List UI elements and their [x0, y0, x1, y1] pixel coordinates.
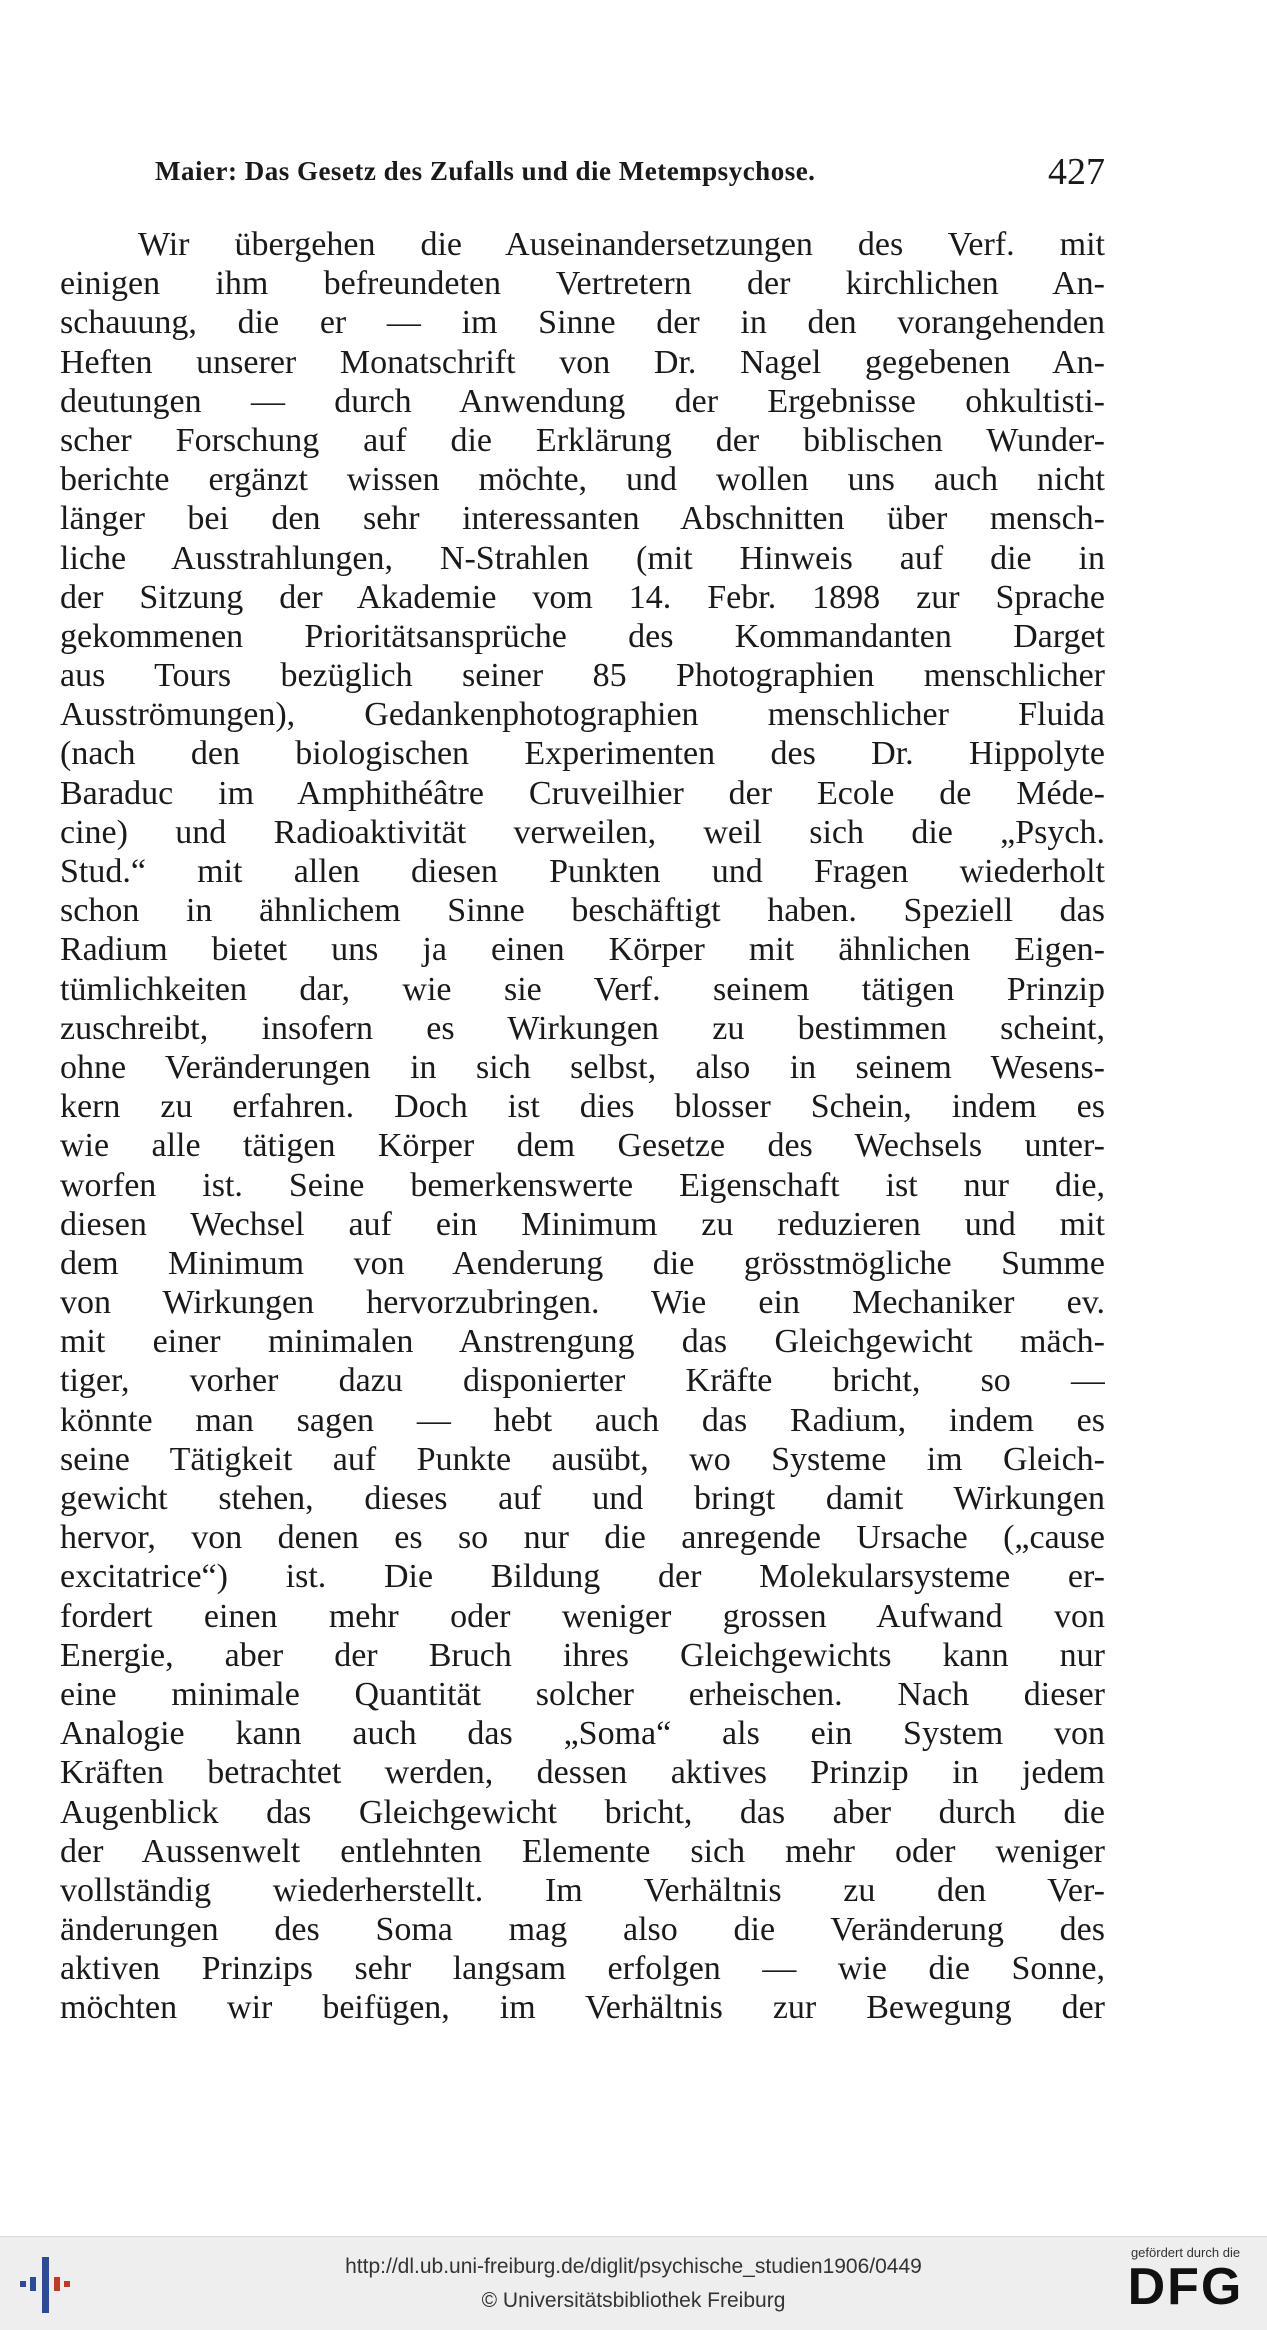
text-line: kern zu erfahren. Doch ist dies blosser Schein, indem es [60, 1088, 1105, 1126]
text-line: aktiven Prinzips sehr langsam erfolgen — wie die Sonne, [60, 1950, 1105, 1988]
dfg-caption: gefördert durch die [1130, 2245, 1241, 2260]
text-line: Energie, aber der Bruch ihres Gleichgewichts kann nur [60, 1636, 1105, 1674]
text-line: Baraduc im Amphithéâtre Cruveilhier der Ecole de Méde- [60, 774, 1105, 812]
text-line: aus Tours bezüglich seiner 85 Photographien menschlicher [60, 657, 1105, 695]
text-line: wie alle tätigen Körper dem Gesetze des Wechsels unter- [60, 1127, 1105, 1165]
text-line: Heften unserer Monatschrift von Dr. Nagel gegebenen An- [60, 343, 1105, 381]
running-title: Maier: Das Gesetz des Zufalls und die Metempsychose. [155, 156, 816, 186]
dfg-logo-text: DFG [1127, 2258, 1244, 2316]
text-line: Kräften betrachtet werden, dessen aktives Prinzip in jedem [60, 1754, 1105, 1792]
text-line: cine) und Radioaktivität verweilen, weil sich die „Psych. [60, 813, 1105, 851]
page-number: 427 [1048, 151, 1105, 193]
text-line: (nach den biologischen Experimenten des Dr. Hippolyte [60, 735, 1105, 773]
text-line: worfen ist. Seine bemerkenswerte Eigenschaft ist nur die, [60, 1166, 1105, 1204]
text-line: eine minimale Quantität solcher erheischen. Nach dieser [60, 1675, 1105, 1713]
text-line: vollständig wiederherstellt. Im Verhältnis zu den Ver- [60, 1871, 1105, 1909]
text-line: fordert einen mehr oder weniger grossen Aufwand von [60, 1597, 1105, 1635]
text-line: deutungen — durch Anwendung der Ergebnisse ohkultisti- [60, 382, 1105, 420]
text-line: berichte ergänzt wissen möchte, und wollen uns auch nicht [60, 461, 1105, 499]
footer-url-link[interactable]: http://dl.ub.uni-freiburg.de/diglit/psychische_studien1906/0449 [345, 2255, 922, 2278]
text-line: länger bei den sehr interessanten Abschnitten über mensch- [60, 500, 1105, 538]
page-header [155, 150, 1105, 194]
body-text [60, 225, 1105, 2028]
text-line: seine Tätigkeit auf Punkte ausübt, wo Systeme im Gleich- [60, 1440, 1105, 1478]
text-line: könnte man sagen — hebt auch das Radium, indem es [60, 1401, 1105, 1439]
text-line: diesen Wechsel auf ein Minimum zu reduzieren und mit [60, 1205, 1105, 1243]
text-line: dem Minimum von Aenderung die grösstmögliche Summe [60, 1244, 1105, 1282]
footer-copyright: © Universitätsbibliothek Freiburg [481, 2289, 786, 2312]
text-line: hervor, von denen es so nur die anregende Ursache („cause [60, 1519, 1105, 1557]
text-line: der Aussenwelt entlehnten Elemente sich mehr oder weniger [60, 1832, 1105, 1870]
text-line: gekommenen Prioritätsansprüche des Kommandanten Darget [60, 617, 1105, 655]
text-line: Radium bietet uns ja einen Körper mit ähnlichen Eigen- [60, 931, 1105, 969]
text-line: Ausströmungen), Gedankenphotographien menschlicher Fluida [60, 696, 1105, 734]
text-line: gewicht stehen, dieses auf und bringt damit Wirkungen [60, 1480, 1105, 1517]
text-line: ohne Veränderungen in sich selbst, also in seinem Wesens- [60, 1048, 1105, 1086]
text-line: tümlichkeiten dar, wie sie Verf. seinem tätigen Prinzip [60, 970, 1105, 1008]
text-line: Stud.“ mit allen diesen Punkten und Fragen wiederholt [60, 853, 1105, 890]
text-line: excitatrice“) ist. Die Bildung der Molekularsysteme er- [60, 1558, 1105, 1596]
text-line: Analogie kann auch das „Soma“ als ein System von [60, 1715, 1105, 1753]
text-line: zuschreibt, insofern es Wirkungen zu bestimmen scheint, [60, 1009, 1105, 1047]
text-line: liche Ausstrahlungen, N-Strahlen (mit Hinweis auf die in [60, 539, 1105, 577]
text-line: mit einer minimalen Anstrengung das Gleichgewicht mäch- [60, 1323, 1105, 1361]
text-line: tiger, vorher dazu disponierter Kräfte bricht, so — [60, 1362, 1105, 1400]
text-line: der Sitzung der Akademie vom 14. Febr. 1898 zur Sprache [60, 578, 1105, 616]
footer-bar [0, 2236, 1267, 2330]
text-line: von Wirkungen hervorzubringen. Wie ein Mechaniker ev. [60, 1284, 1105, 1322]
text-line: Wir übergehen die Auseinandersetzungen des Verf. mit [138, 226, 1105, 263]
dfg-logo[interactable] [1118, 2245, 1253, 2323]
text-line: schauung, die er — im Sinne der in den vorangehenden [60, 304, 1105, 342]
text-line: schon in ähnlichem Sinne beschäftigt haben. Speziell das [60, 892, 1105, 930]
text-line: möchten wir beifügen, im Verhältnis zur Bewegung der [60, 1989, 1105, 2027]
text-line: Augenblick das Gleichgewicht bricht, das aber durch die [60, 1793, 1105, 1831]
text-line: scher Forschung auf die Erklärung der biblischen Wunder- [60, 421, 1105, 459]
text-line: änderungen des Soma mag also die Veränderung des [60, 1911, 1105, 1949]
text-line: einigen ihm befreundeten Vertretern der kirchlichen An- [60, 265, 1105, 303]
